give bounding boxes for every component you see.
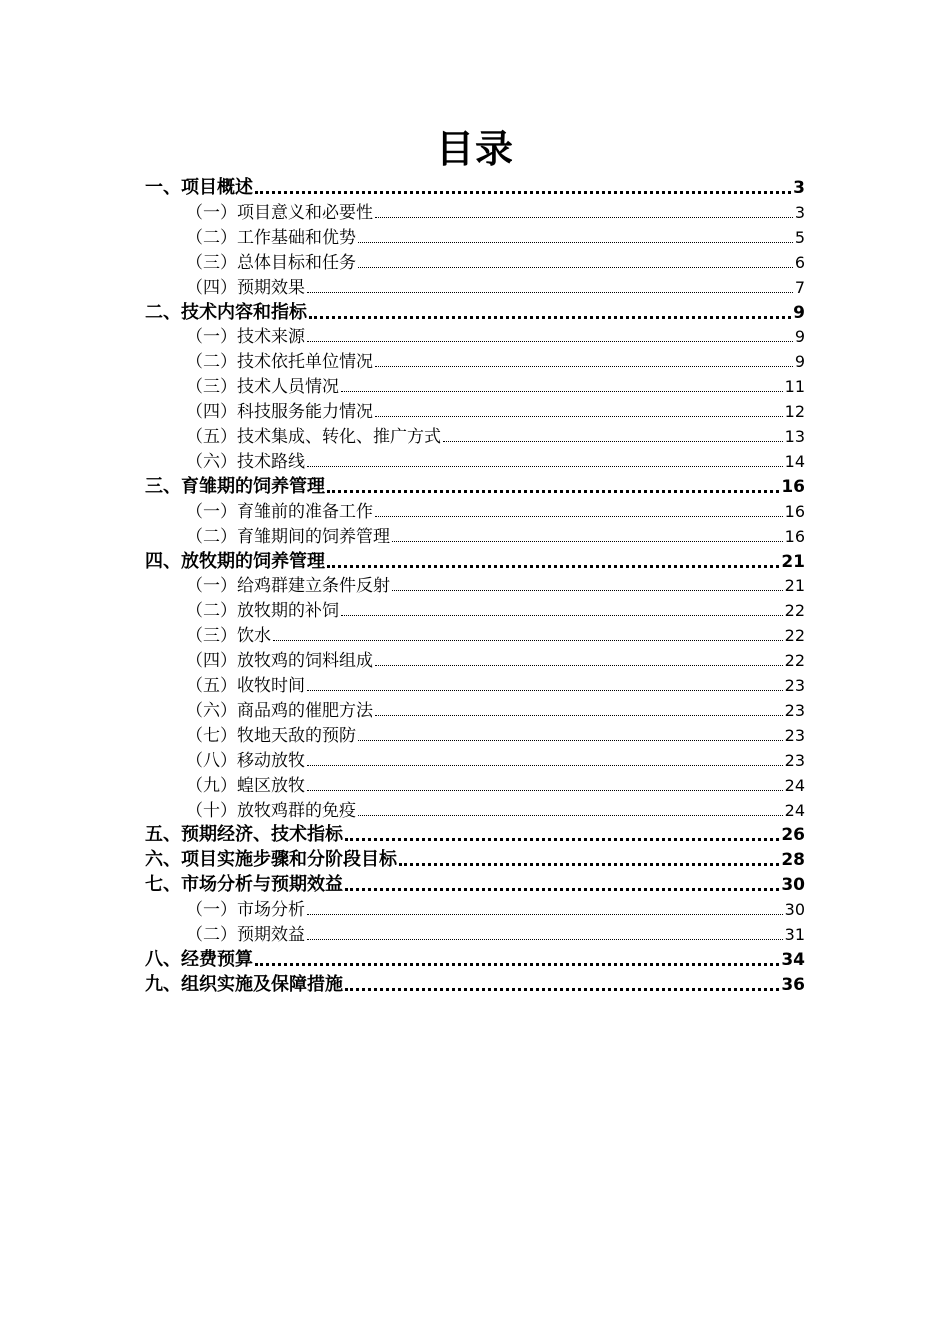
toc-entry-section[interactable] [186,622,805,647]
toc-entry-page-number: 22 [784,626,805,646]
toc-entry-label: 七、市场分析与预期效益 [145,874,343,896]
toc-dot-leader [358,813,783,816]
toc-entry-page-number: 22 [784,651,805,671]
toc-dot-leader [443,439,783,442]
toc-entry-label: （二）预期效益 [186,925,305,945]
toc-entry-section[interactable] [186,772,805,797]
toc-dot-leader [273,638,783,641]
toc-entry-section[interactable] [186,398,805,423]
toc-entry-label: （一）技术来源 [186,327,305,348]
toc-entry-label: （三）饮水 [186,626,271,647]
toc-entry-page-number: 16 [784,526,805,546]
toc-entry-section[interactable] [186,423,805,448]
toc-entry-section[interactable] [186,498,805,523]
toc-entry-label: （一）育雏前的准备工作 [186,501,373,522]
toc-dot-leader [309,314,791,319]
toc-dot-leader [345,986,779,991]
toc-dot-leader [392,588,783,591]
toc-entry-section[interactable] [186,672,805,697]
toc-dot-leader [345,886,779,891]
toc-entry-page-number: 3 [794,202,805,222]
toc-entry-label: （五）收牧时间 [186,676,305,696]
toc-entry-page-number: 13 [784,427,805,446]
toc-dot-leader [358,738,783,741]
toc-entry-section[interactable] [186,896,805,921]
toc-entry-section[interactable] [186,224,805,249]
toc-entry-label: （二）育雏期间的饲养管理 [186,526,390,547]
toc-entry-page-number: 11 [784,377,805,397]
toc-entry-section[interactable] [186,274,805,299]
toc-dot-leader [375,215,793,218]
toc-entry-chapter[interactable] [145,871,805,896]
toc-dot-leader [392,539,783,542]
toc-entry-chapter[interactable] [145,174,805,199]
toc-entry-section[interactable] [186,921,805,946]
toc-entry-page-number: 9 [794,327,805,347]
toc-entry-label: 五、预期经济、技术指标 [145,824,343,846]
toc-entry-label: （二）工作基础和优势 [186,227,356,248]
toc-entry-page-number: 9 [793,302,805,323]
toc-entry-label: （一）给鸡群建立条件反射 [186,576,390,597]
toc-entry-label: （二）技术依托单位情况 [186,352,373,373]
toc-entry-label: （一）项目意义和必要性 [186,202,373,223]
toc-entry-page-number: 16 [781,476,805,497]
toc-entry-label: 二、技术内容和指标 [145,301,307,323]
toc-entry-chapter[interactable] [145,821,805,846]
toc-dot-leader [327,563,779,568]
toc-entry-chapter[interactable] [145,846,805,871]
toc-entry-label: 八、经费预算 [145,948,253,970]
toc-entry-section[interactable] [186,697,805,722]
toc-entry-page-number: 21 [781,551,805,572]
toc-entry-label: （十）放牧鸡群的免疫 [186,800,356,821]
toc-entry-page-number: 36 [781,974,805,995]
toc-entry-label: （六）技术路线 [186,451,305,472]
toc-entry-label: 四、放牧期的饲养管理 [145,550,325,572]
toc-entry-page-number: 26 [781,825,805,846]
toc-entry-label: （五）技术集成、转化、推广方式 [186,427,441,447]
toc-dot-leader [307,788,783,791]
toc-entry-label: （三）技术人员情况 [186,377,339,398]
toc-entry-section[interactable] [186,348,805,373]
toc-dot-leader [345,836,779,841]
toc-entry-section[interactable] [186,722,805,747]
toc-entry-page-number: 3 [793,178,805,198]
toc-entry-page-number: 31 [784,925,805,944]
toc-entry-label: （四）预期效果 [186,277,305,298]
toc-dot-leader [375,713,783,716]
toc-dot-leader [375,364,793,367]
toc-dot-leader [307,464,783,467]
toc-dot-leader [399,861,779,866]
page-title: 目录 [435,127,514,171]
toc-entry-label: （一）市场分析 [186,900,305,921]
toc-entry-chapter[interactable] [145,473,805,498]
toc-entry-section[interactable] [186,747,805,772]
toc-entry-page-number: 34 [781,949,805,970]
toc-entry-page-number: 23 [784,750,805,770]
toc-entry-label: （二）放牧期的补饲 [186,601,339,622]
toc-entry-label: 三、育雏期的饲养管理 [145,475,325,497]
toc-entry-section[interactable] [186,323,805,348]
toc-dot-leader [307,290,793,293]
toc-entry-page-number: 23 [784,725,805,745]
toc-entry-page-number: 6 [794,252,805,272]
toc-entry-section[interactable] [186,373,805,398]
toc-entry-section[interactable] [186,448,805,473]
toc-entry-section[interactable] [186,597,805,622]
toc-entry-page-number: 22 [784,601,805,621]
toc-entry-page-number: 30 [784,900,805,920]
toc-entry-section[interactable] [186,523,805,548]
toc-entry-page-number: 30 [781,875,805,896]
toc-entry-chapter[interactable] [145,548,805,573]
toc-entry-page-number: 14 [784,451,805,471]
toc-entry-label: 一、项目概述 [145,177,253,198]
toc-entry-label: （六）商品鸡的催肥方法 [186,700,373,721]
toc-entry-section[interactable] [186,572,805,597]
toc-dot-leader [341,389,783,392]
toc-entry-label: （七）牧地天敌的预防 [186,725,356,746]
toc-entry-label: （三）总体目标和任务 [186,252,356,273]
toc-entry-page-number: 21 [784,576,805,596]
toc-dot-leader [375,663,783,666]
toc-entry-page-number: 28 [781,850,805,871]
toc-dot-leader [307,688,783,691]
toc-dot-leader [255,189,791,194]
toc-entry-section[interactable] [186,797,805,822]
toc-entry-label: （四）放牧鸡的饲料组成 [186,651,373,672]
toc-entry-page-number: 16 [784,501,805,521]
toc-entry-chapter[interactable] [145,971,805,996]
toc-entry-section[interactable] [186,647,805,672]
toc-dot-leader [358,240,793,243]
toc-entry-label: （四）科技服务能力情况 [186,402,373,423]
toc-dot-leader [255,961,779,966]
toc-dot-leader [375,414,783,417]
toc-dot-leader [327,488,779,493]
toc-entry-label: （九）蝗区放牧 [186,775,305,796]
toc-entry-page-number: 23 [784,676,805,695]
toc-entry-page-number: 9 [794,352,805,372]
toc-dot-leader [307,339,793,342]
toc-entry-section[interactable] [186,199,805,224]
toc-dot-leader [307,763,783,766]
toc-entry-page-number: 24 [784,775,805,795]
toc-entry-chapter[interactable] [145,946,805,971]
toc-entry-page-number: 24 [784,800,805,820]
toc-entry-label: 九、组织实施及保障措施 [145,973,343,995]
toc-dot-leader [341,613,783,616]
toc-dot-leader [307,937,783,940]
toc-entry-page-number: 7 [794,277,805,297]
toc-entry-page-number: 5 [794,227,805,247]
toc-entry-label: 六、项目实施步骤和分阶段目标 [145,849,397,871]
toc-entry-section[interactable] [186,249,805,274]
toc-entry-page-number: 12 [784,402,805,422]
toc-entry-chapter[interactable] [145,299,805,324]
toc-dot-leader [358,265,793,268]
toc-entry-page-number: 23 [784,700,805,720]
toc-dot-leader [307,912,783,915]
toc-dot-leader [375,514,783,517]
toc-entry-label: （八）移动放牧 [186,750,305,771]
